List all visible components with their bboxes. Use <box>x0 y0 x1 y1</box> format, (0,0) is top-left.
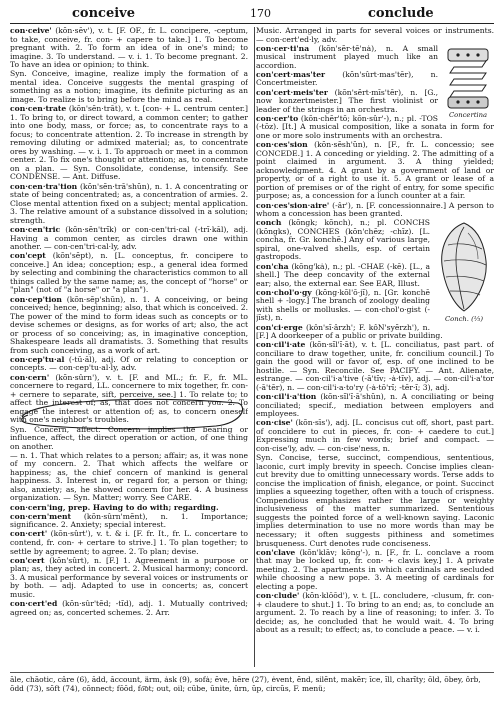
column-divider <box>254 27 255 667</box>
definition-text: (-âr'), n. [F. concessionnaire.] A person to whom a concession has been granted. <box>256 200 494 219</box>
headword: con·cern'ment <box>10 511 72 521</box>
headword: con'clave <box>256 547 296 557</box>
dictionary-entry <box>256 141 494 201</box>
definition-text: (kŏn·sĭl'ĭ·ā'shŭn), n. A conciliating or being conciliated; specif., mediation between employers and employees. <box>256 392 494 419</box>
dictionary-entry: Syn. Concern, affect. Concern implies the bearing or influence, affect, the direct operation or action, of one thing on another. <box>10 424 248 451</box>
headword: con·ceive' <box>10 27 52 35</box>
headword: con·cert'ed <box>10 599 58 608</box>
headword: con·ces'sion·aire' <box>256 200 330 210</box>
headword: con·cep'tion <box>10 294 62 304</box>
headword: con'cert·mas'ter <box>256 69 326 79</box>
columns <box>10 27 494 667</box>
definition-text: (kôn'sĭ·ârzh'; F. kôN'syĕrzh'), n. [F.] A doorkeeper of a public or private building. <box>256 322 443 341</box>
definition-text: (kŏn'sĕn·trā'shŭn), n. 1. A concentrating or state of being concentrated; as, a concentration of armies. 2. Close mental attention fixed on a subject; mental application. 3. The relative amount of a substance dissolved in a solution; strength. <box>10 181 248 225</box>
headword: con·cil'i·a'tion <box>256 392 317 402</box>
headword: con·cen·tra'tion <box>10 181 78 191</box>
left-column <box>10 27 248 667</box>
definition-text: (kŏn·sĕn'trĭk) or con·cen'tri·cal (-trĭ·kăl), adj. Having a common center, as circles drawn one within another. — con·cen'tri·cal·ly, adv. <box>10 224 248 252</box>
headword: con·clude' <box>256 591 300 601</box>
dictionary-entry <box>10 296 248 356</box>
dictionary-entry <box>10 374 248 425</box>
right-column <box>256 27 494 667</box>
concertina-figure-caption: Concertina <box>448 110 488 119</box>
pronunciation-key: āle, chāotic, câre (6), ădd, ăccount, ärm, ȧsk (9), sofȧ; ēve, hēre (27), ėvent, ĕnd, silĕnt, makẽr; īce, ĭll, charĭty; ōld, ōbey, ôrb, ŏdd (73), sŏft (74), cŏnnect; fōōd, fo͝ot; out, oil; cūbe, ūnite, ûrn, ŭp, circŭs, F. menü; <box>10 672 494 694</box>
headword: con'ci·erge <box>256 322 303 332</box>
definition-text: (kŏngk; kŏnch), n.; pl. CONCHS (kŏngks), CONCHES (kŏn'chĕz; -chĭz). [L. concha, fr. Gr. konchē.] Any of various large, spiral, one-valved shells, esp. of certain gastropods. <box>256 218 430 262</box>
definition-text: (kŏn'sûrt·mas'tēr), n. Concertmeister. <box>256 69 438 88</box>
dictionary-entry <box>10 530 248 556</box>
dictionary-entry <box>10 226 248 252</box>
definition-text: (-tū·ăl), adj. Of or relating to conception or concepts. — con·cep'tu·al·ly, adv. <box>10 354 248 373</box>
dictionary-entry <box>10 356 248 373</box>
headword: con'cert·meis'ter <box>256 87 328 97</box>
dictionary-entry <box>256 324 494 341</box>
definition-text: (kŏn'sĕr·tē'nȧ), n. A small musical instrument played much like an accordion. <box>256 43 438 70</box>
conch-figure-caption: Conch. (⅓) <box>444 315 484 324</box>
dictionary-entry <box>10 557 248 600</box>
definition-text: (kŏn·sûrn'mĕnt), n. 1. Importance; significance. 2. Anxiety; special interest. <box>10 511 248 530</box>
dictionary-entry <box>10 105 248 182</box>
dictionary-entry <box>10 513 248 530</box>
right-guide-word: conclude <box>368 6 434 21</box>
definition-text: (kŏn·sīs'), adj. [L. concisus cut off, short, past part. of concidere to cut in pieces, fr. con- + caedere to cut.] Expressing much in few words; brief and compact. — con·cise'ly, adv. — con·cise'ness, n. <box>256 418 494 453</box>
headword: con·ces'sion <box>256 140 308 150</box>
left-guide-word: conceive <box>72 6 135 21</box>
definition-text: (kŏn·chĕr'tō; kŏn·sûr'-), n.; pl. -TOS (-tōz). [It.] A musical composition, like a sonata in form for one or more solo instruments with an orchestra. <box>256 113 494 140</box>
dictionary-entry <box>256 341 494 392</box>
dictionary-entry <box>10 27 248 70</box>
conch-illustration <box>434 219 494 315</box>
headword: con·cer'to <box>256 113 299 123</box>
headword: con·cen'tric <box>10 224 61 234</box>
definition-text: (kŏn'klāv; kŏng'-), n. [F., fr. L. conclave a room that may be locked up, fr. con- + clavis key.] 1. A private meeting. 2. The apartments in which cardinals are secluded while choosing a new pope. 3. A meeting of cardinals for electing a pope. <box>256 547 494 591</box>
headword: con'cert <box>10 555 45 565</box>
definition-text: (kŏng'kȧ), n.; pl. -CHAE (-kē). [L., a shell.] The deep concavity of the external ear; also, the external ear. See EAR, Illust. <box>256 261 430 288</box>
headword: con·cert' <box>10 529 48 539</box>
definition-text: (kŏn·sûrn'), v. t. [F. and ML.; fr. F., fr. ML. concernere to regard, LL. concernere to mix together, fr. con- + cernere to separate, sift, perceive, see.] 1. To relate to; to affect the interest of; as, that does not concern you. 2. To engage the interest or attention of; as, to concern oneself with one's neighbor's troubles. <box>10 372 248 425</box>
dictionary-entry <box>10 252 248 295</box>
headword: con·cen·trate <box>10 104 67 114</box>
definition-text: (kŏn·sĭl'ĭ·āt), v. t. [L. conciliatus, past part. of conciliare to draw together, unite, fr. concilium council.] To gain the good will or favor of, esp. of one inclined to be hostile. — Syn. Reconcile. See PACIFY. — Ant. Alienate, estrange. — con·cil'i·a'tive (-ā'tĭv; -ȧ·tĭv), adj. — con·cil'i·a'tor (-ā'tēr), n. — con·cil'i·a·to'ry (-ȧ·tō'rĭ; -tēr·ĭ; 3), adj. <box>256 340 494 392</box>
definition-text: (kŏn'sĕrt·mīs'tēr), n. [G., now konzertmeister.] The first violinist or leader of the strings in an orchestra. <box>256 87 438 114</box>
definition-text: (kŏn·klōōd'), v. t. [L. concludere, -clusum, fr. con- + claudere to shut.] 1. To bring to an end; as, to conclude an argument. 2. To reach by a line of reasoning; to infer. 3. To decide; as, he concluded that he would wait. 4. To bring about as a result; to effect; as, to conclude a peace. — v. i. <box>256 591 494 635</box>
headword: con·cern' <box>10 372 50 382</box>
dictionary-entry <box>256 592 494 635</box>
definition-text: (kŏng·kŏl'ō·jĭ), n. [Gr. konchē shell + -logy.] The branch of zoology dealing with shells or mollusks. — con·chol'o·gist (-jĭst), n. <box>256 287 430 323</box>
definition-text: (kŏn'sûrt), n. [F.] 1. Agreement in a purpose or plan; as, they acted in concert. 2. Musical harmony; concord. 3. A musical performance by several voices or instruments or by both. — adj. Adapted to use in concerts; as, concert music. <box>10 555 248 599</box>
conch-figure <box>434 219 494 324</box>
definition-text: (kŏn·sĕsh'ŭn), n. [F., fr. L. concessio; see CONCEDE.] 1. A conceding or yielding. 2. The admitting of a point claimed in argument. 3. A thing yielded; acknowledgment. 4. A grant by a government of land or property, or of a right to use it. 5. A grant or lease of a portion of premises or of the right of entry, for some specific purpose; as, a concession for a lunch counter at a fair. <box>256 140 494 201</box>
definition-text: (kŏn·sĕp'shŭn), n. 1. A conceiving, or being conceived; hence, beginning; also, that which is conceived. 2. The power of the mind to form ideas such as concepts or to devise schemes or designs, as for works of art; also, the act or process of so conceiving; as, in imaginative conception, Shakespeare leads all dramatists. 3. Something that results from such conceiving, as a work of art. <box>10 294 248 355</box>
definition-text: (kŏn'sĕpt), n. [L. conceptus, fr. concipere to conceive.] An idea; conception; esp., a general idea formed by selecting and combining the characteristics common to all things called by the same name; as, the concept of "horse" or "plan" (not of "a horse" or "a plan"). <box>10 251 248 295</box>
dictionary-entry <box>10 183 248 226</box>
dictionary-entry: Syn. Conceive, imagine, realize imply the formation of a mental idea. Conceive suggests the mental grasping of something as a notion; imagine, its definite picturing as an image. To realize is to bring before the mind as real. <box>10 69 248 104</box>
headword: con'cha <box>256 261 289 271</box>
definition-text: (kŏn'sĕn·trāt), v. t. [con- + L. centrum center.] 1. To bring to, or direct toward, a common center; to gather into one body, mass, or force; as, to concentrate rays to a focus; to concentrate attention. 2. To increase in strength by removing diluting or admixed material; as, to concentrate ores by washing. — v. i. 1. To approach or meet in a common center. 2. To fix one's thought or attention; as, to concentrate on a plan. — Syn. Consolidate, condense, intensify. See CONDENSE. — Ant. Diffuse. <box>10 104 248 182</box>
headword: con·chol'o·gy <box>256 287 312 297</box>
page-header <box>10 6 494 22</box>
concertina-illustration <box>442 45 494 111</box>
dictionary-entry: Syn. Concise, terse, succinct, compendious, sententious, laconic, curt imply brevity in speech. Concise implies clean-cut brevity due to omitting unnecessary words. Terse adds to concise the implication of finish, elegance, or point. Succinct implies a squeezing together, often with a touch of crispness. Compendious emphasizes rather the large or weighty inclusiveness of the matter summarized. Sententious suggests the pointed force of a well-known saying. Laconic implies determination to use no more words than may be necessary; it often suggests pithiness and sometimes brusqueness. Curt denotes rude conciseness. <box>256 453 494 548</box>
headword: con·cep'tu·al <box>10 354 65 364</box>
definition-text: (kŏn·sûrt'), v. t. & i. [F. fr. It., fr. L. concertare to contend, fr. con- + certare to strive.] 1. To plan together; to settle by agreement; to agree. 2. To plan; devise. <box>10 529 248 556</box>
dictionary-entry: — n. 1. That which relates to a person; affair; as, it was none of my concern. 2. That which affects the welfare or happiness; as, the chief concern of mankind is general happiness. 3. Interest in, or regard for, a person or thing; also, anxiety; as, he showed concern for her. 4. A business organization. — Syn. Matter; worry. See CARE. <box>10 450 248 503</box>
dictionary-entry <box>256 419 494 453</box>
headword: con·cer·ti'na <box>256 43 310 53</box>
page-number: 170 <box>250 7 271 20</box>
dictionary-entry <box>256 393 494 419</box>
definition-text: (kŏn·sûr'tĕd; -tĭd), adj. 1. Mutually contrived; agreed on; as, concerted schemes. 2. Arr. <box>10 599 248 617</box>
headword: con·cise' <box>256 418 293 428</box>
header-rule <box>10 23 494 24</box>
headword: con·cil'i·ate <box>256 340 306 350</box>
concertina-figure <box>442 45 494 120</box>
definition-text: (kŏn·sēv'), v. t. [F. OF., fr. L. concipere, -ceptum, to take, conceive, fr. con- + capere to take.] 1. To become pregnant with. 2. To form an idea of in one's mind; to imagine. 3. To understand. — v. i. 1. To become pregnant. 2. To have an idea or opinion; to think. <box>10 27 248 70</box>
dictionary-entry: Music. Arranged in parts for several voices or instruments. — con·cert'ed·ly, adv. <box>256 27 494 44</box>
headword: con'cept <box>10 251 46 261</box>
dictionary-entry <box>256 549 494 592</box>
headword: conch <box>256 218 282 228</box>
headword: con·cern'ing, prep. Having to do with; regarding. <box>10 502 219 512</box>
dictionary-entry <box>10 600 248 617</box>
dictionary-entry <box>256 202 494 219</box>
